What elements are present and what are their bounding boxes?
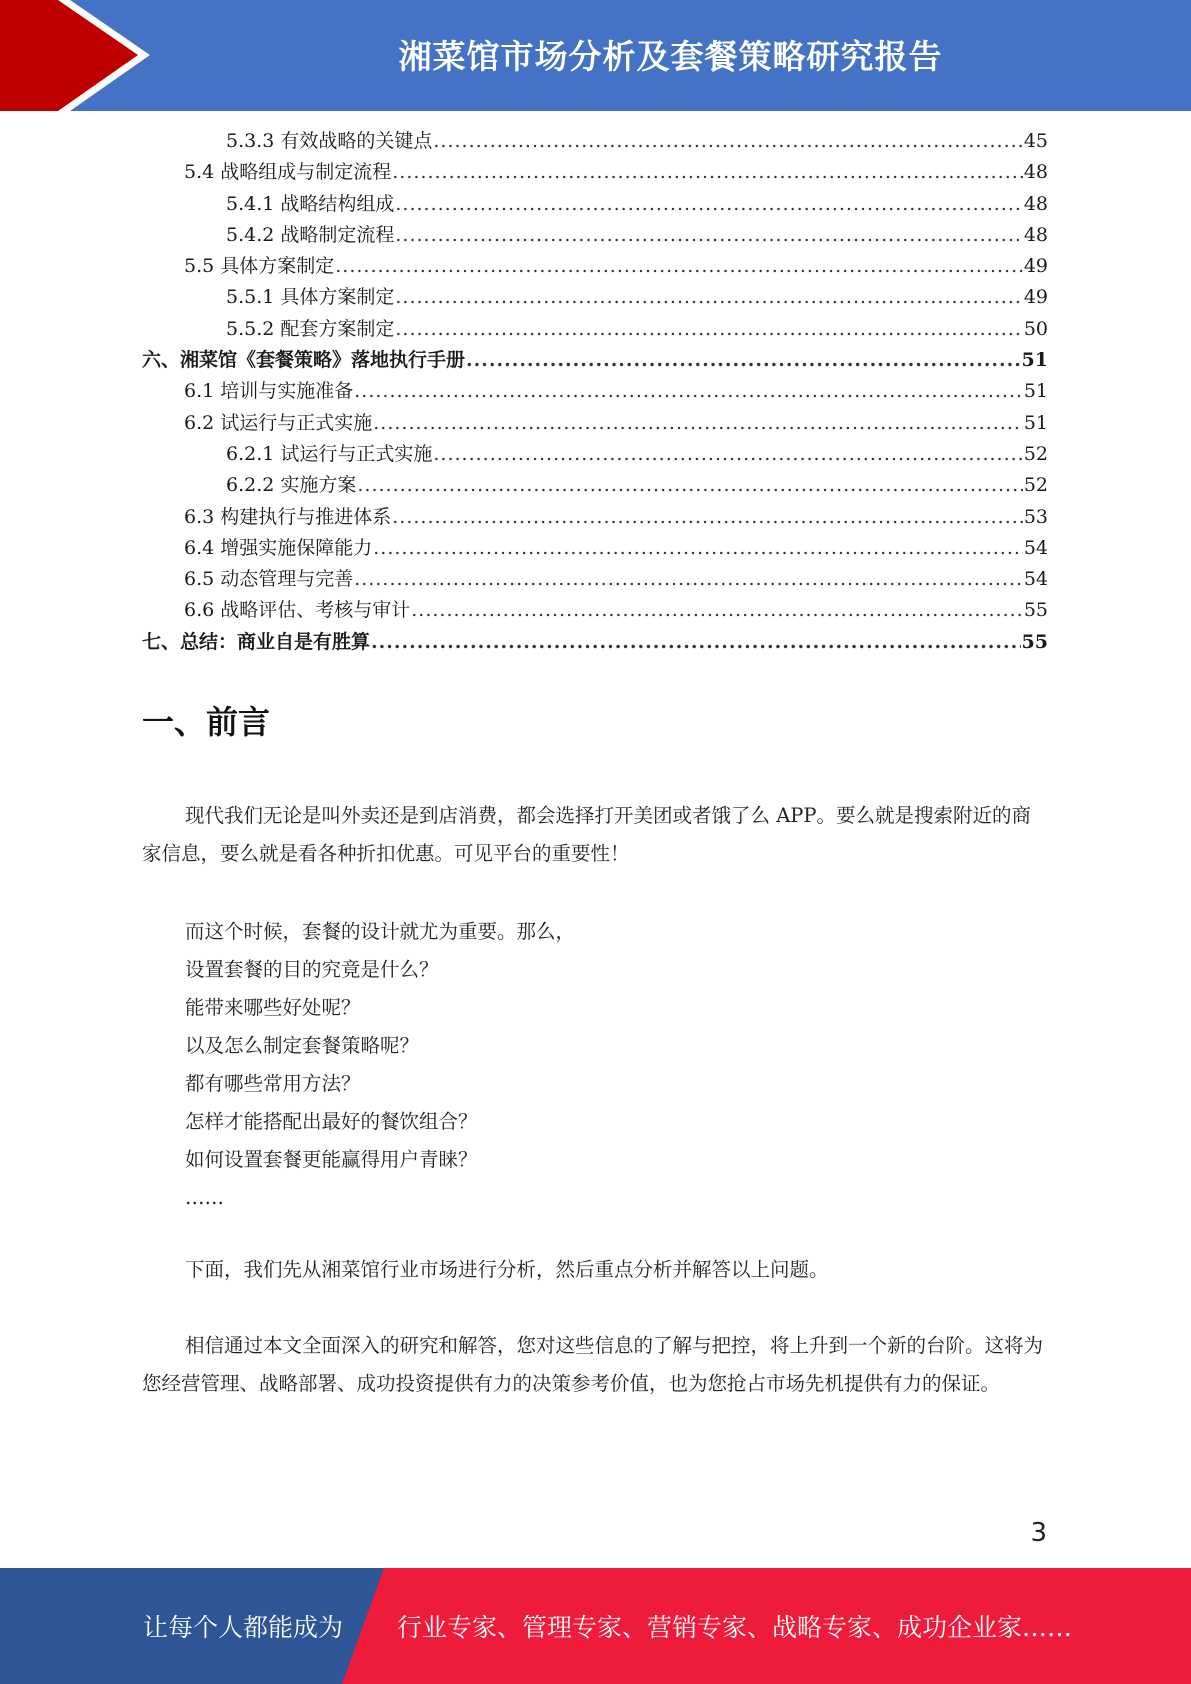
intro-paragraph: 现代我们无论是叫外卖还是到店消费，都会选择打开美团或者饿了么 APP。要么就是搜索附近的商家信息，要么就是看各种折扣优惠。可见平台的重要性！ — [142, 804, 1032, 865]
toc-dot-leader — [371, 627, 1021, 658]
toc-entry[interactable] — [142, 564, 1048, 595]
toc-dot-leader — [411, 595, 1023, 626]
toc-entry-label: 6.1 培训与实施准备 — [184, 380, 354, 403]
toc-entry-label: 6.2.2 实施方案 — [226, 474, 357, 497]
toc-dot-leader — [392, 502, 1023, 533]
question-list — [185, 913, 575, 1217]
toc-entry-page: 45 — [1023, 130, 1048, 152]
question-item: 设置套餐的目的究竟是什么？ — [185, 958, 439, 981]
section-heading: 一、前言 — [142, 703, 271, 741]
toc-entry-label: 六、湘菜馆《套餐策略》落地执行手册 — [142, 349, 466, 372]
toc-entry-label: 6.5 动态管理与完善 — [184, 568, 354, 591]
toc-entry[interactable] — [142, 627, 1048, 658]
toc-dot-leader — [395, 282, 1022, 313]
toc-entry-label: 6.4 增强实施保障能力 — [184, 536, 373, 559]
footer-slogan-right: 行业专家、管理专家、营销专家、战略专家、成功企业家…… — [397, 1613, 1073, 1642]
toc-entry-label: 6.2 试运行与正式实施 — [184, 411, 373, 434]
toc-entry-page: 50 — [1023, 317, 1048, 340]
toc-entry-page: 48 — [1023, 192, 1048, 215]
toc-entry[interactable] — [142, 439, 1048, 470]
footer-slogan-left: 让每个人都能成为 — [143, 1613, 344, 1642]
toc-entry-label: 6.2.1 试运行与正式实施 — [226, 442, 433, 465]
toc-entry-label: 6.3 构建执行与推进体系 — [184, 505, 392, 528]
toc-entry-label: 5.4.2 战略制定流程 — [226, 223, 395, 246]
toc-dot-leader — [466, 345, 1021, 376]
page-number: 3 — [1030, 1518, 1047, 1548]
toc-entry-label: 5.4.1 战略结构组成 — [226, 192, 395, 215]
toc-entry[interactable] — [142, 251, 1048, 282]
toc-entry[interactable] — [142, 533, 1048, 564]
toc-entry[interactable] — [142, 157, 1048, 188]
toc-dot-leader — [357, 470, 1022, 501]
toc-entry-label: 5.4 战略组成与制定流程 — [184, 161, 392, 184]
toc-entry[interactable] — [142, 126, 1048, 157]
toc-entry-label: 5.3.3 有效战略的关键点 — [226, 130, 433, 152]
toc-dot-leader — [335, 251, 1023, 282]
toc-dot-leader — [392, 157, 1023, 188]
toc-entry-page: 54 — [1023, 568, 1048, 591]
question-item: 以及怎么制定套餐策略呢？ — [185, 1034, 420, 1057]
toc-entry-page: 51 — [1023, 380, 1048, 403]
toc-dot-leader — [433, 439, 1022, 470]
toc-entry-page: 55 — [1021, 630, 1048, 653]
toc-entry[interactable] — [142, 376, 1048, 407]
question-item: 而这个时候，套餐的设计就尤为重要。那么， — [185, 920, 576, 943]
toc-entry[interactable] — [142, 314, 1048, 345]
toc-entry-label: 6.6 战略评估、考核与审计 — [184, 599, 411, 622]
page-header — [0, 0, 1191, 111]
question-item: 如何设置套餐更能赢得用户青睐？ — [185, 1148, 478, 1171]
question-item: 都有哪些常用方法？ — [185, 1072, 361, 1095]
toc-dot-leader — [395, 189, 1022, 220]
toc-entry-page: 48 — [1023, 161, 1048, 184]
toc-entry-page: 51 — [1021, 349, 1048, 372]
question-item: 能带来哪些好处呢？ — [185, 996, 361, 1019]
toc-entry[interactable] — [142, 220, 1048, 251]
toc-dot-leader — [373, 533, 1023, 564]
toc-entry-label: 七、总结：商业自是有胜算 — [142, 630, 371, 653]
toc-entry[interactable] — [142, 595, 1048, 626]
report-title: 湘菜馆市场分析及套餐策略研究报告 — [398, 36, 943, 76]
toc-entry[interactable] — [142, 408, 1048, 439]
toc-dot-leader — [373, 408, 1023, 439]
toc-entry-page: 49 — [1023, 286, 1048, 309]
toc-entry-page: 48 — [1023, 223, 1048, 246]
toc-entry[interactable] — [142, 502, 1048, 533]
question-item: 怎样才能搭配出最好的餐饮组合？ — [185, 1110, 478, 1133]
toc-dot-leader — [354, 376, 1023, 407]
toc-dot-leader — [395, 220, 1022, 251]
toc-entry-page: 52 — [1023, 442, 1048, 465]
toc-dot-leader — [354, 564, 1023, 595]
toc-entry-page: 52 — [1023, 474, 1048, 497]
toc-entry-page: 54 — [1023, 536, 1048, 559]
page-footer — [0, 1568, 1191, 1684]
toc-dot-leader — [395, 314, 1022, 345]
toc-dot-leader — [433, 126, 1022, 157]
analysis-paragraph: 下面，我们先从湘菜馆行业市场进行分析，然后重点分析并解答以上问题。 — [185, 1258, 829, 1281]
toc-entry-label: 5.5.2 配套方案制定 — [226, 317, 395, 340]
toc-entry-page: 53 — [1023, 505, 1048, 528]
toc-entry[interactable] — [142, 470, 1048, 501]
toc-entry-label: 5.5 具体方案制定 — [184, 255, 335, 278]
toc-entry[interactable] — [142, 345, 1048, 376]
toc-entry-label: 5.5.1 具体方案制定 — [226, 286, 395, 309]
toc-entry-page: 55 — [1023, 599, 1048, 622]
toc-entry[interactable] — [142, 189, 1048, 220]
question-item: …… — [185, 1186, 224, 1209]
table-of-contents — [142, 126, 1048, 658]
toc-entry-page: 49 — [1023, 255, 1048, 278]
toc-entry[interactable] — [142, 282, 1048, 313]
conclusion-paragraph: 相信通过本文全面深入的研究和解答，您对这些信息的了解与把控，将上升到一个新的台阶。这将为您经营管理、战略部署、成功投资提供有力的决策参考价值，也为您抢占市场先机提供有力的保证。 — [142, 1334, 1044, 1395]
toc-entry-page: 51 — [1023, 411, 1048, 434]
